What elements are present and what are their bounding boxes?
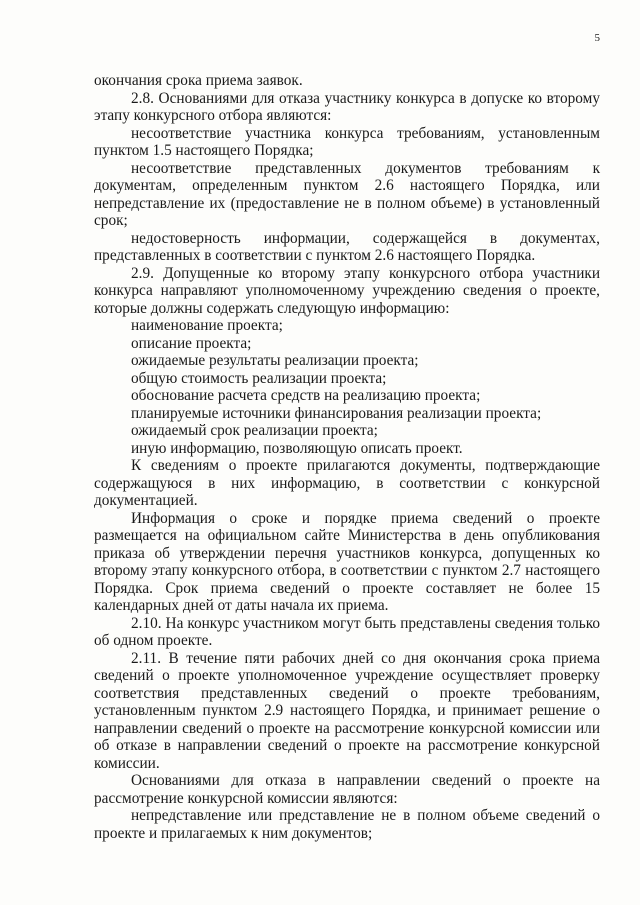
paragraph-2-8-item-3: недостоверность информации, содержащейся в документах, представленных в соответствии с пунктом 2.6 настоящего Порядка. [94,229,600,264]
paragraph-2-9-header: 2.9. Допущенные ко второму этапу конкурсного отбора участники конкурса направляют уполномоченному учреждению сведения о проекте, которые должны содержать следующую информацию: [94,264,600,317]
list-item-cost-justification: обоснование расчета средств на реализацию проекта; [131,387,481,404]
paragraph-2-8-header: 2.8. Основаниями для отказа участнику конкурса в допуске ко второму этапу конкурсного отбора являются: [94,89,600,124]
list-item-project-description: описание проекта; [131,334,252,352]
paragraph-submission-info: Информация о сроке и порядке приема сведений о проекте размещается на официальном сайте Министерства в день опубликования приказа об утверждении перечня участников конкурса, допущенных ко второму этапу конкурсного отбора, в соответствии с пунктом 2.7 настоящего Порядка. Срок приема сведений о проекте составляет не более 15 календарных дней от даты начала их приема. [94,509,600,614]
list-item-expected-timeframe: ожидаемый срок реализации проекта; [131,422,378,439]
paragraph-attached-documents: К сведениям о проекте прилагаются документы, подтверждающие содержащуюся в них информацию, в соответствии с конкурсной документацией. [94,457,600,509]
list-item-other-info: иную информацию, позволяющую описать проект. [131,439,463,457]
paragraph-2-11: 2.11. В течение пяти рабочих дней со дня окончания срока приема сведений о проекте уполномоченное учреждение осуществляет проверку соответствия представленных сведений о проекте требованиям, установленным пунктом 2.9 настоящего Порядка, и принимает решение о направлении сведений о проекте на рассмотрение конкурсной комиссии или об отказе в направлении сведений о проекте на рассмотрение конкурсной комиссии. [94,649,600,772]
paragraph-2-10: 2.10. На конкурс участником могут быть представлены сведения только об одном проекте. [94,614,600,649]
paragraph-2-8-item-2: несоответствие представленных документов требованиям к документам, определенным пунктом 2.6 настоящего Порядка, или непредставление их (предоставление не в полном объеме) в установленный срок; [94,159,600,229]
body-text [94,72,600,842]
list-item-total-cost: общую стоимость реализации проекта; [131,369,387,387]
page-number: 5 [594,32,600,44]
paragraph-deadline-end: окончания срока приема заявок. [94,72,303,89]
list-item-project-name: наименование проекта; [131,317,283,334]
list-item-funding-sources: планируемые источники финансирования реализации проекта; [131,404,542,422]
list-item-expected-results: ожидаемые результаты реализации проекта; [131,352,419,369]
paragraph-2-8-item-1: несоответствие участника конкурса требованиям, установленным пунктом 1.5 настоящего Порядка; [94,124,600,159]
paragraph-refusal-grounds-item-1: непредставление или представление не в полном объеме сведений о проекте и прилагаемых к ним документов; [94,807,600,842]
paragraph-refusal-grounds-header: Основаниями для отказа в направлении сведений о проекте на рассмотрение конкурсной комиссии являются: [94,772,600,807]
